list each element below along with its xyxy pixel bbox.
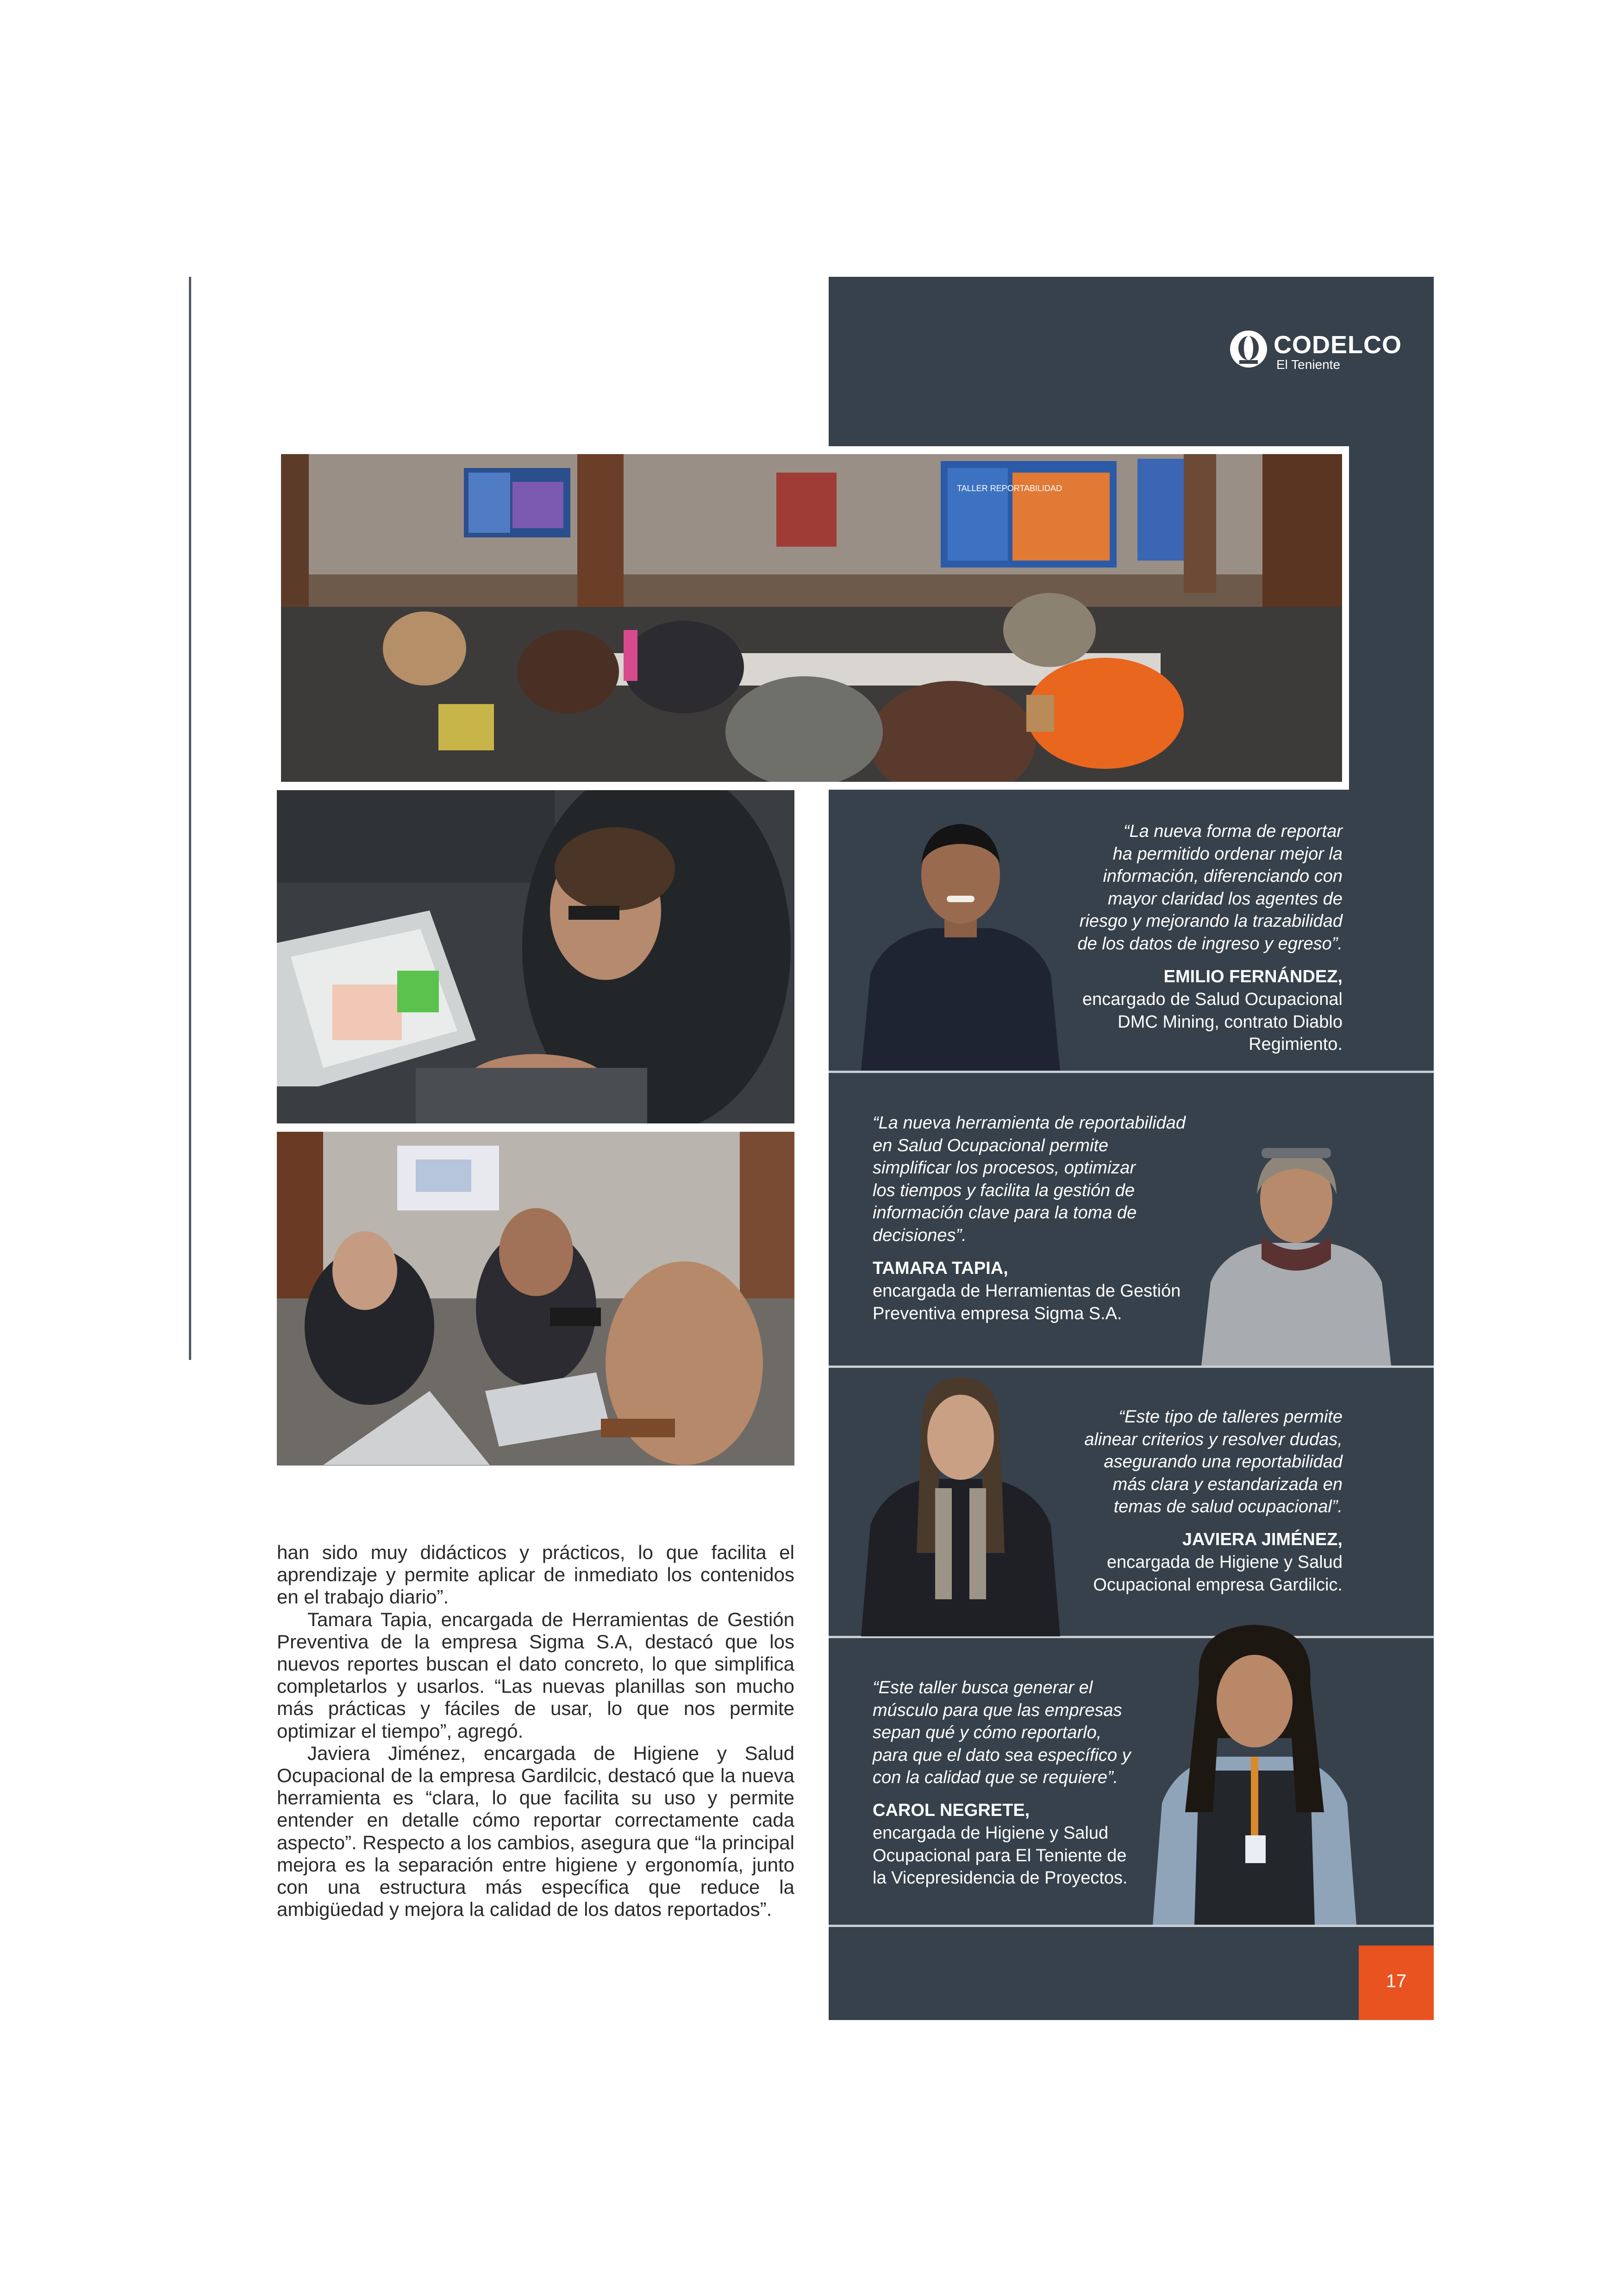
testimonial-quote: “Este tipo de talleres permite alinear criterios y resolver dudas, asegurando una reportabilidad más clara y estandarizada en temas de salud ocupacional”. bbox=[1084, 1407, 1343, 1516]
testimonial-name: EMILIO FERNÁNDEZ, bbox=[1163, 967, 1343, 986]
testimonial-quote: “La nueva forma de reportar ha permitido ordenar mejor la información, diferenciando con mayor claridad los agentes de riesgo y mejorando la trazabilidad de los datos de ingreso y egreso”. bbox=[1077, 822, 1343, 954]
women-laptops-photo bbox=[277, 1132, 794, 1466]
portrait-emilio bbox=[852, 808, 1069, 1071]
testimonial-name: CAROL NEGRETE, bbox=[873, 1801, 1030, 1820]
testimonial-role: encargado de Salud Ocupacional DMC Mining, contrato Diablo Regimiento. bbox=[1082, 990, 1343, 1054]
brand-name: CODELCO bbox=[1274, 331, 1402, 359]
workshop-room-photo bbox=[281, 454, 1342, 782]
portrait-tamara bbox=[1197, 1129, 1396, 1366]
projector-title: TALLER REPORTABILIDAD bbox=[957, 484, 1062, 493]
portrait-carol bbox=[1143, 1618, 1366, 1925]
testimonial-role: encargada de Herramientas de Gestión Preventiva empresa Sigma S.A. bbox=[873, 1281, 1181, 1323]
margin-rule bbox=[189, 277, 191, 1360]
portrait-javiera bbox=[852, 1359, 1069, 1636]
testimonial-name: JAVIERA JIMÉNEZ, bbox=[1182, 1530, 1343, 1549]
testimonial-role: encargada de Higiene y Salud Ocupacional para El Teniente de la Vicepresidencia de Proyectos. bbox=[873, 1823, 1128, 1888]
testimonial-role: encargada de Higiene y Salud Ocupacional empresa Gardilcic. bbox=[1093, 1553, 1343, 1595]
article-body bbox=[277, 1541, 794, 1921]
article-paragraph: Javiera Jiménez, encargada de Higiene y Salud Ocupacional de la empresa Gardilcic, destacó que la nueva herramienta es “clara, lo que facilita su uso y permite entender en detalle cómo reportar correctamente cada aspecto”. Respecto a los cambios, asegura que “la principal mejora es la separación entre higiene y ergonomía, junto con una estructura más específica que reduce la ambigüedad y mejora la calidad de los datos reportados”. bbox=[277, 1742, 794, 1921]
testimonial-quote: “La nueva herramienta de reportabilidad en Salud Ocupacional permite simplificar los procesos, optimizar los tiempos y facilita la gestión de información clave para la toma de decisiones”. bbox=[873, 1113, 1186, 1245]
testimonial-quote: “Este taller busca generar el músculo para que las empresas sepan qué y cómo reportarlo, para que el dato sea específico y con la calidad que se requiere”. bbox=[873, 1678, 1131, 1787]
brand-division: El Teniente bbox=[1276, 357, 1341, 372]
testimonial-divider bbox=[829, 1925, 1434, 1927]
page-number-box bbox=[1359, 1946, 1434, 2020]
testimonial-divider bbox=[829, 1071, 1434, 1073]
page-number: 17 bbox=[1386, 1971, 1407, 1991]
testimonial-name: TAMARA TAPIA, bbox=[873, 1259, 1008, 1278]
article-paragraph: Tamara Tapia, encargada de Herramientas de Gestión Preventiva de la empresa Sigma S.A, destacó que los nuevos reportes buscan el dato concreto, lo que simplifica completarlos y usarlos. “Las nuevas planillas son mucho más prácticas y fáciles de usar, lo que nos permite optimizar el tiempo”, agregó. bbox=[277, 1608, 794, 1742]
article-paragraph: han sido muy didácticos y prácticos, lo que facilita el aprendizaje y permite aplicar de inmediato los contenidos en el trabajo diario”. bbox=[277, 1541, 794, 1608]
man-laptop-photo bbox=[277, 790, 794, 1123]
codelco-logo-icon bbox=[1229, 330, 1268, 368]
